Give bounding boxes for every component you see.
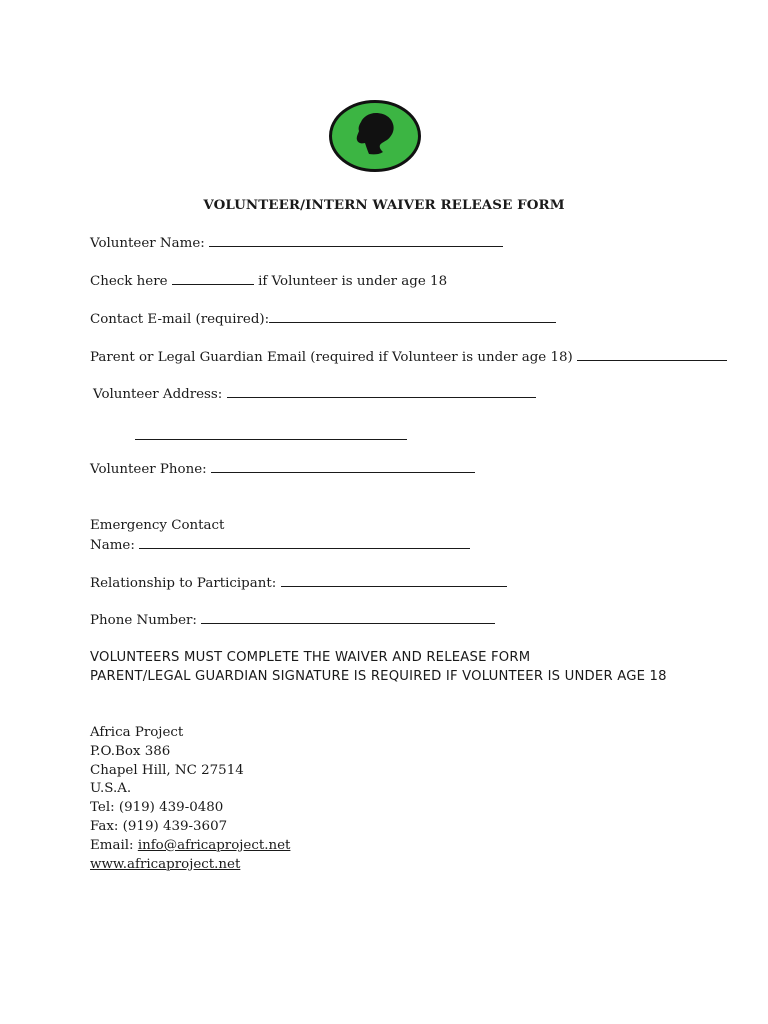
emergency-name-row [90,536,470,555]
volunteer-phone-row [90,460,475,479]
emergency-name-label: Name: [90,538,135,553]
volunteer-phone-label: Volunteer Phone: [90,462,207,477]
volunteer-name-row [90,234,503,253]
under-18-check-row [90,272,447,291]
relationship-field[interactable] [281,574,507,587]
org-name: Africa Project [90,725,184,740]
po-box: P.O.Box 386 [90,743,171,759]
check-here-label: Check here [90,274,168,289]
email-link[interactable]: info@africaproject.net [137,837,291,853]
relationship-label: Relationship to Participant: [90,576,277,591]
under-18-check-field[interactable] [172,272,254,285]
volunteer-address-row [93,385,536,404]
website-link[interactable]: www.africaproject.net [90,856,241,872]
phone-number-label: Phone Number: [90,613,197,628]
guardian-email-field[interactable] [577,348,727,361]
notice-line-1: VOLUNTEERS MUST COMPLETE THE WAIVER AND RELEASE FORM [90,650,531,665]
contact-email-label: Contact E-mail (required): [90,312,270,327]
under-18-note: if Volunteer is under age 18 [258,274,448,289]
country-line: U.S.A. [90,781,132,797]
tel-line: Tel: (919) 439-0480 [90,800,224,816]
silhouette-logo-icon [329,100,421,172]
emergency-contact-heading: Emergency Contact [90,518,225,533]
volunteer-name-field[interactable] [209,234,503,247]
relationship-row [90,574,507,593]
contact-email-field[interactable] [269,310,556,323]
notice-block [90,649,690,686]
form-title: VOLUNTEER/INTERN WAIVER RELEASE FORM [203,197,565,213]
volunteer-address-field[interactable] [227,385,536,398]
emergency-name-field[interactable] [139,536,470,549]
notice-line-2: PARENT/LEGAL GUARDIAN SIGNATURE IS REQUIRED IF VOLUNTEER IS UNDER AGE 18 [90,668,667,684]
phone-number-field[interactable] [201,611,495,624]
guardian-email-row [90,348,727,367]
phone-number-row [90,611,495,630]
volunteer-name-label: Volunteer Name: [90,236,205,251]
contact-block [90,724,290,874]
contact-email-row [90,310,556,329]
email-label: Email: [90,837,134,853]
volunteer-address-label: Volunteer Address: [93,387,223,402]
fax-line: Fax: (919) 439-3607 [90,818,228,834]
guardian-email-label: Parent or Legal Guardian Email (required if Volunteer is under age 18) [90,350,573,365]
email-line [90,837,290,856]
city-line: Chapel Hill, NC 27514 [90,762,244,778]
volunteer-address-field-2[interactable] [135,438,407,440]
volunteer-phone-field[interactable] [211,460,475,473]
